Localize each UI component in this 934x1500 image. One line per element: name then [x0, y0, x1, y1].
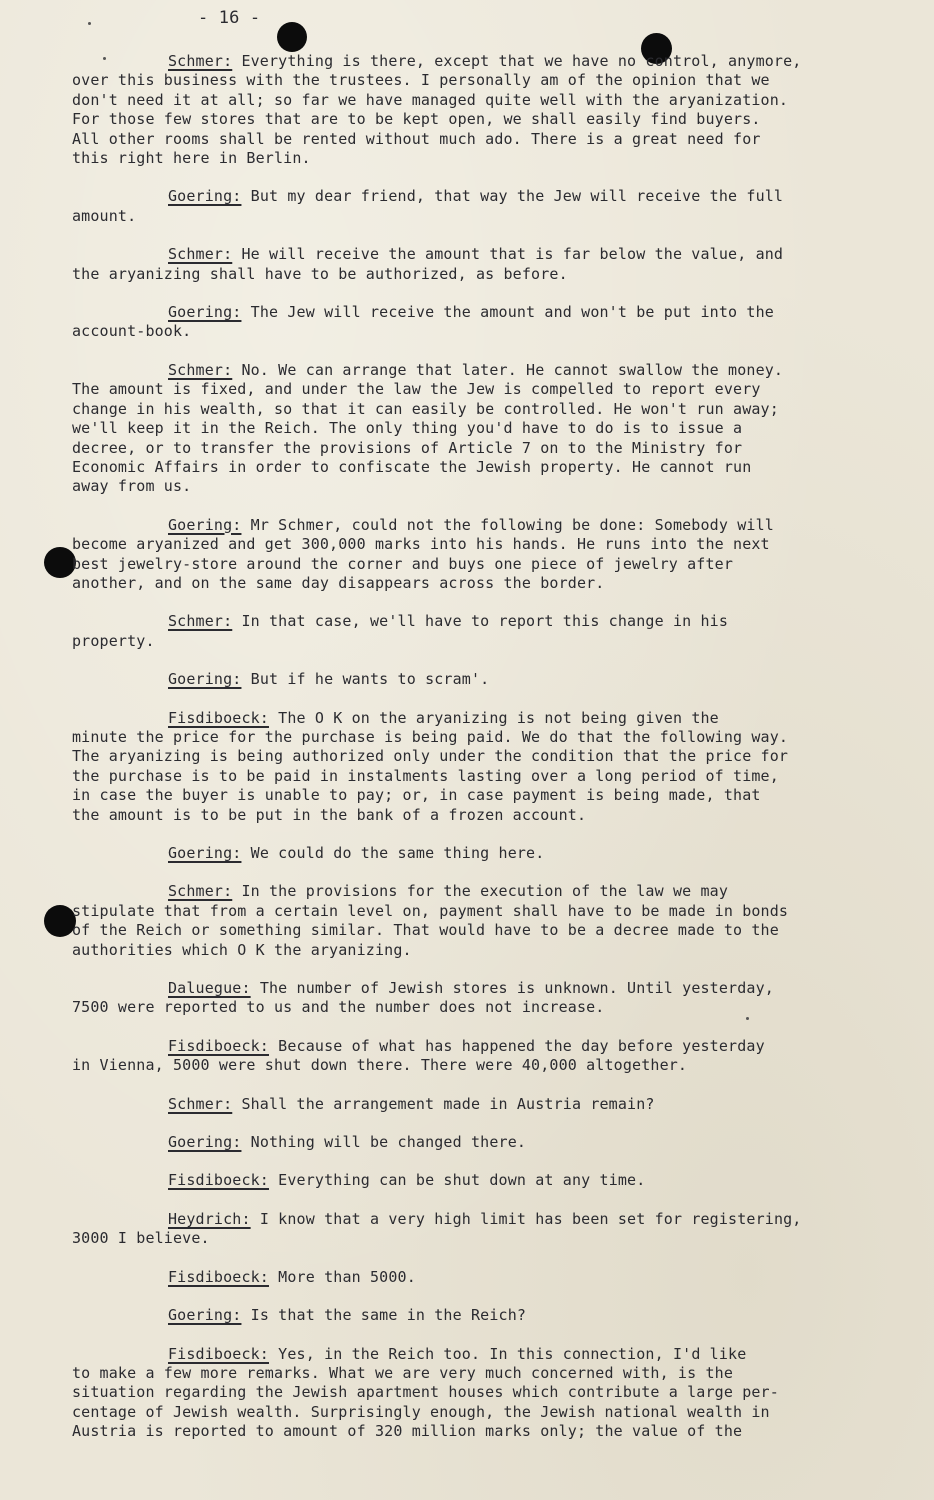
speaker-name: Schmer: — [168, 1094, 233, 1113]
dialogue-paragraph — [72, 245, 852, 284]
dialogue-paragraph — [72, 516, 852, 594]
dialogue-paragraph — [72, 882, 852, 960]
dialogue-text: He will receive the amount that is far below the value, and the aryanizing shall have to be authorized, as before. — [72, 245, 784, 283]
dialogue-paragraph — [72, 1345, 852, 1442]
dialogue-paragraph — [72, 361, 852, 497]
dialogue-text: But if he wants to scram'. — [241, 670, 490, 689]
speaker-name: Heydrich: — [168, 1209, 251, 1228]
dialogue-paragraph — [72, 979, 852, 1018]
dialogue-paragraph — [72, 844, 852, 863]
dialogue-paragraph — [72, 1133, 852, 1152]
dialogue-text: Mr Schmer, could not the following be done: Somebody will become aryanized and get 300,000 marks into his hands. He runs into the next best jewelry-store around the corner and buys one piece of jewelry after another, and on the same day disappears across the border. — [72, 515, 774, 592]
dialogue-paragraph — [72, 1210, 852, 1249]
dialogue-paragraph — [72, 1171, 852, 1190]
dialogue-text: Is that the same in the Reich? — [241, 1306, 527, 1325]
dialogue-text: But my dear friend, that way the Jew will receive the full amount. — [72, 187, 784, 225]
dialogue-text: Everything is there, except that we have no control, anymore, over this business with the trustees. I personally am of the opinion that we don't need it at all; so far we have managed quite well with the aryanization. For those few stores that are to be kept open, we shall easily find buyers. All other rooms shall be rented without much ado. There is a great need for this right here in Berlin. — [72, 52, 802, 168]
dialogue-text: Because of what has happened the day before yesterday in Vienna, 5000 were shut down there. There were 40,000 altogether. — [72, 1036, 765, 1075]
dialogue-paragraph — [72, 303, 852, 342]
dialogue-paragraph — [72, 670, 852, 689]
dialogue-text: The Jew will receive the amount and won't be put into the account-book. — [72, 303, 774, 341]
dialogue-text: Shall the arrangement made in Austria remain? — [232, 1094, 655, 1113]
speaker-name: Fisdiboeck: — [168, 1036, 269, 1055]
page-number: - 16 - — [198, 8, 261, 28]
speaker-name: Schmer: — [168, 52, 233, 70]
speaker-name: Fisdiboeck: — [168, 708, 269, 727]
speaker-name: Goering: — [168, 303, 242, 322]
dialogue-paragraph — [72, 612, 852, 651]
speaker-name: Goering: — [168, 515, 242, 534]
dialogue-text: I know that a very high limit has been set for registering, 3000 I believe. — [72, 1209, 802, 1248]
dialogue-text: The O K on the aryanizing is not being given the minute the price for the purchase is being paid. We do that the following way. The aryanizing is being authorized only under the condition that the price for the purchase is to be paid in instalments lasting over a long period of time, in case the buyer is unable to pay; or, in case payment is being made, that the amount is to be put in the bank of a frozen account. — [72, 708, 789, 824]
dialogue-paragraph — [72, 1095, 852, 1114]
dialogue-text: Everything can be shut down at any time. — [269, 1171, 646, 1190]
speaker-name: Fisdiboeck: — [168, 1171, 269, 1190]
speaker-name: Goering: — [168, 187, 242, 206]
speaker-name: Goering: — [168, 1306, 242, 1325]
dialogue-paragraph — [72, 1306, 852, 1325]
speaker-name: Schmer: — [168, 245, 233, 264]
speaker-name: Goering: — [168, 844, 242, 862]
speaker-name: Goering: — [168, 1133, 242, 1152]
speaker-name: Daluegue: — [168, 979, 251, 998]
speaker-name: Schmer: — [168, 612, 233, 631]
dialogue-paragraph — [72, 709, 852, 825]
dialogue-text: Yes, in the Reich too. In this connection, I'd like to make a few more remarks. What we are very much concerned with, is the situation regarding the Jewish apartment houses which contribute a large per- centage of Jewish wealth. Surprisingly enough, the Jewish national wealth in Austria is reported to amount of 320 million marks only; the value of the — [72, 1344, 779, 1441]
paper-speck — [88, 22, 91, 25]
punch-hole-top-left — [277, 22, 307, 52]
speaker-name: Fisdiboeck: — [168, 1344, 269, 1363]
dialogue-text: Nothing will be changed there. — [241, 1133, 527, 1152]
dialogue-text: In the provisions for the execution of the law we may stipulate that from a certain level on, payment shall have to be made in bonds of the Reich or something similar. That would have to be a decree made to the authorities which O K the aryanizing. — [72, 882, 789, 959]
speaker-name: Goering: — [168, 670, 242, 689]
dialogue-text: We could do the same thing here. — [241, 844, 545, 862]
dialogue-paragraph — [72, 1268, 852, 1287]
dialogue-text: The number of Jewish stores is unknown. Until yesterday, 7500 were reported to us and the number does not increase. — [72, 979, 774, 1017]
speaker-name: Schmer: — [168, 360, 233, 379]
dialogue-paragraph — [72, 1037, 852, 1076]
dialogue-text: No. We can arrange that later. He cannot swallow the money. The amount is fixed, and under the law the Jew is compelled to report every change in his wealth, so that it can easily be controlled. He won't run away; we'll keep it in the Reich. The only thing you'd have to do is to issue a decree, or to transfer the provisions of Article 7 on to the Ministry for Economic Affairs in order to confiscate the Jewish property. He cannot run away from us. — [72, 360, 784, 496]
speaker-name: Schmer: — [168, 882, 233, 901]
transcript-body — [72, 52, 852, 1461]
dialogue-text: More than 5000. — [269, 1267, 416, 1286]
speaker-name: Fisdiboeck: — [168, 1267, 269, 1286]
dialogue-text: In that case, we'll have to report this change in his property. — [72, 612, 729, 650]
dialogue-paragraph — [72, 187, 852, 226]
dialogue-paragraph — [72, 52, 852, 168]
